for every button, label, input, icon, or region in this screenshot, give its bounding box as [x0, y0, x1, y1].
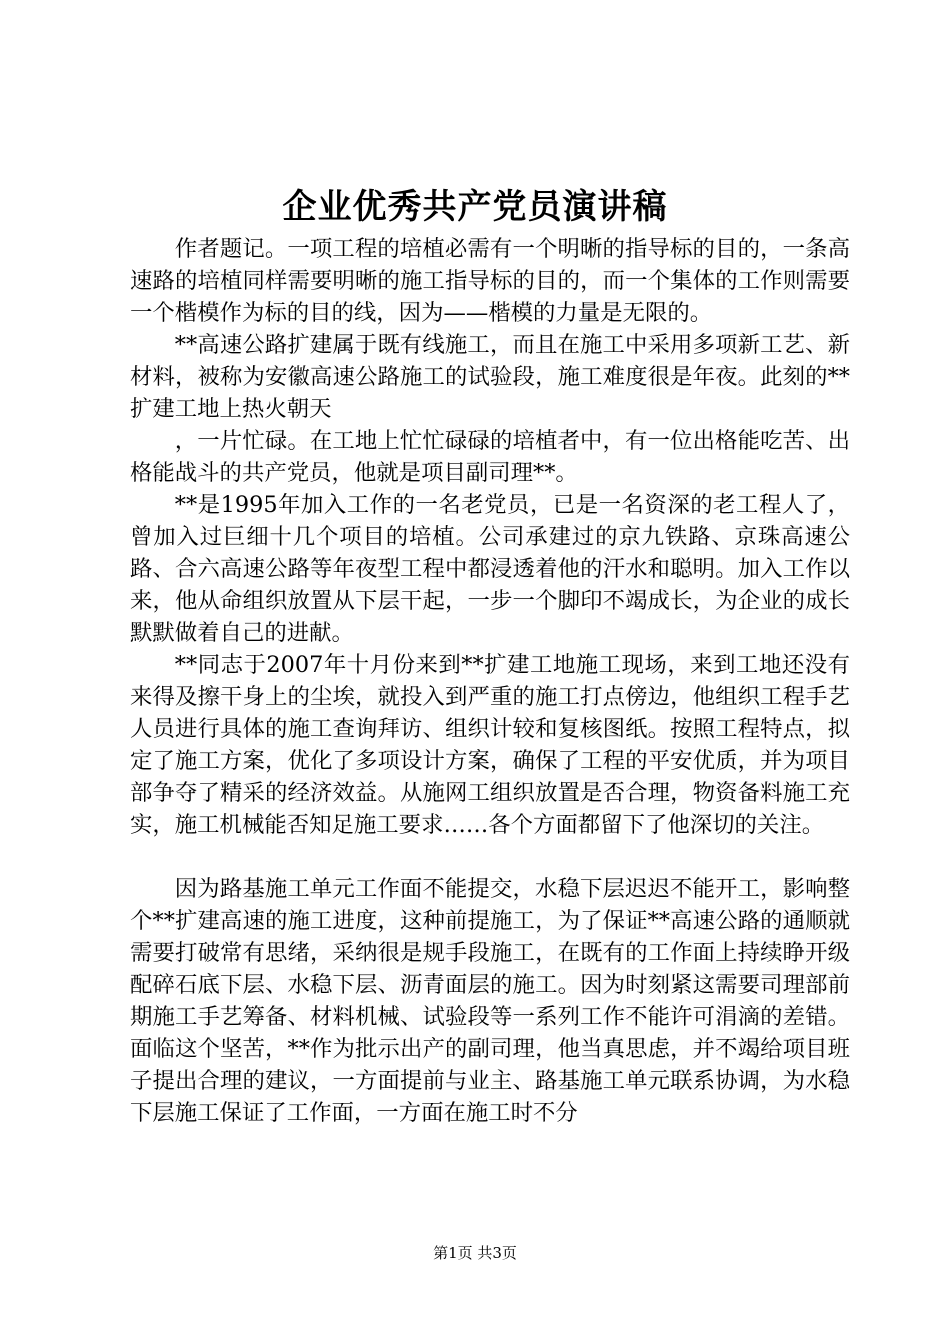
- document-body: [130, 233, 850, 1129]
- paragraph-foreword: 作者题记。一项工程的培植必需有一个明晰的指导标的目的，一条高速路的培植同样需要明晰的施工指导标的目的，而一个集体的工作则需要一个楷模作为标的目的线，因为——楷模的力量是无限的。: [130, 236, 850, 326]
- paragraph-arrival: **同志于2007年十月份来到**扩建工地施工现场，来到工地还没有来得及擦干身上的尘埃，就投入到严重的施工打点傍边，他组织工程手艺人员进行具体的施工查询拜访、组织计较和复核图纸。按照工程特点，拟定了施工方案，优化了多项设计方案，确保了工程的平安优质，并为项目部争夺了精采的经济效益。从施网工组织放置是否合理，物资备料施工充实，施工机械能否知足施工要求……各个方面都留下了他深切的关注。: [130, 652, 850, 838]
- paragraph-challenge: 因为路基施工单元工作面不能提交，水稳下层迟迟不能开工，影响整个**扩建高速的施工进度，这种前提施工，为了保证**高速公路的通顺就需要打破常有思绪，采纳很是规手段施工，在既有的工作面上持续睁开级配碎石底下层、水稳下层、沥青面层的施工。因为时刻紧这需要司理部前期施工手艺筹备、材料机械、试验段等一系列工作不能许可涓滴的差错。面临这个坚苦，**作为批示出产的副司理，他当真思虑，并不竭给项目班子提出合理的建议，一方面提前与业主、路基施工单元联系协调，为水稳下层施工保证了工作面，一方面在施工时不分: [130, 876, 850, 1126]
- page-footer: 第1页 共3页: [433, 1244, 517, 1262]
- document-title: 企业优秀共产党员演讲稿: [282, 187, 668, 227]
- paragraph-busy-site: ，一片忙碌。在工地上忙忙碌碌的培植者中，有一位出格能吃苦、出格能战斗的共产党员，他就是项目副司理**。: [130, 428, 850, 486]
- paragraph-project-intro: **高速公路扩建属于既有线施工，而且在施工中采用多项新工艺、新材料，被称为安徽高速公路施工的试验段，施工难度很是年夜。此刻的**扩建工地上热火朝天: [130, 332, 850, 422]
- paragraph-spacer: [130, 841, 850, 873]
- paragraph-background: **是1995年加入工作的一名老党员，已是一名资深的老工程人了，曾加入过巨细十几个项目的培植。公司承建过的京九铁路、京珠高速公路、合六高速公路等年夜型工程中都浸透着他的汗水和聪明。加入工作以来，他从命组织放置从下层干起，一步一个脚印不竭成长，为企业的成长默默做着自己的进献。: [130, 492, 850, 646]
